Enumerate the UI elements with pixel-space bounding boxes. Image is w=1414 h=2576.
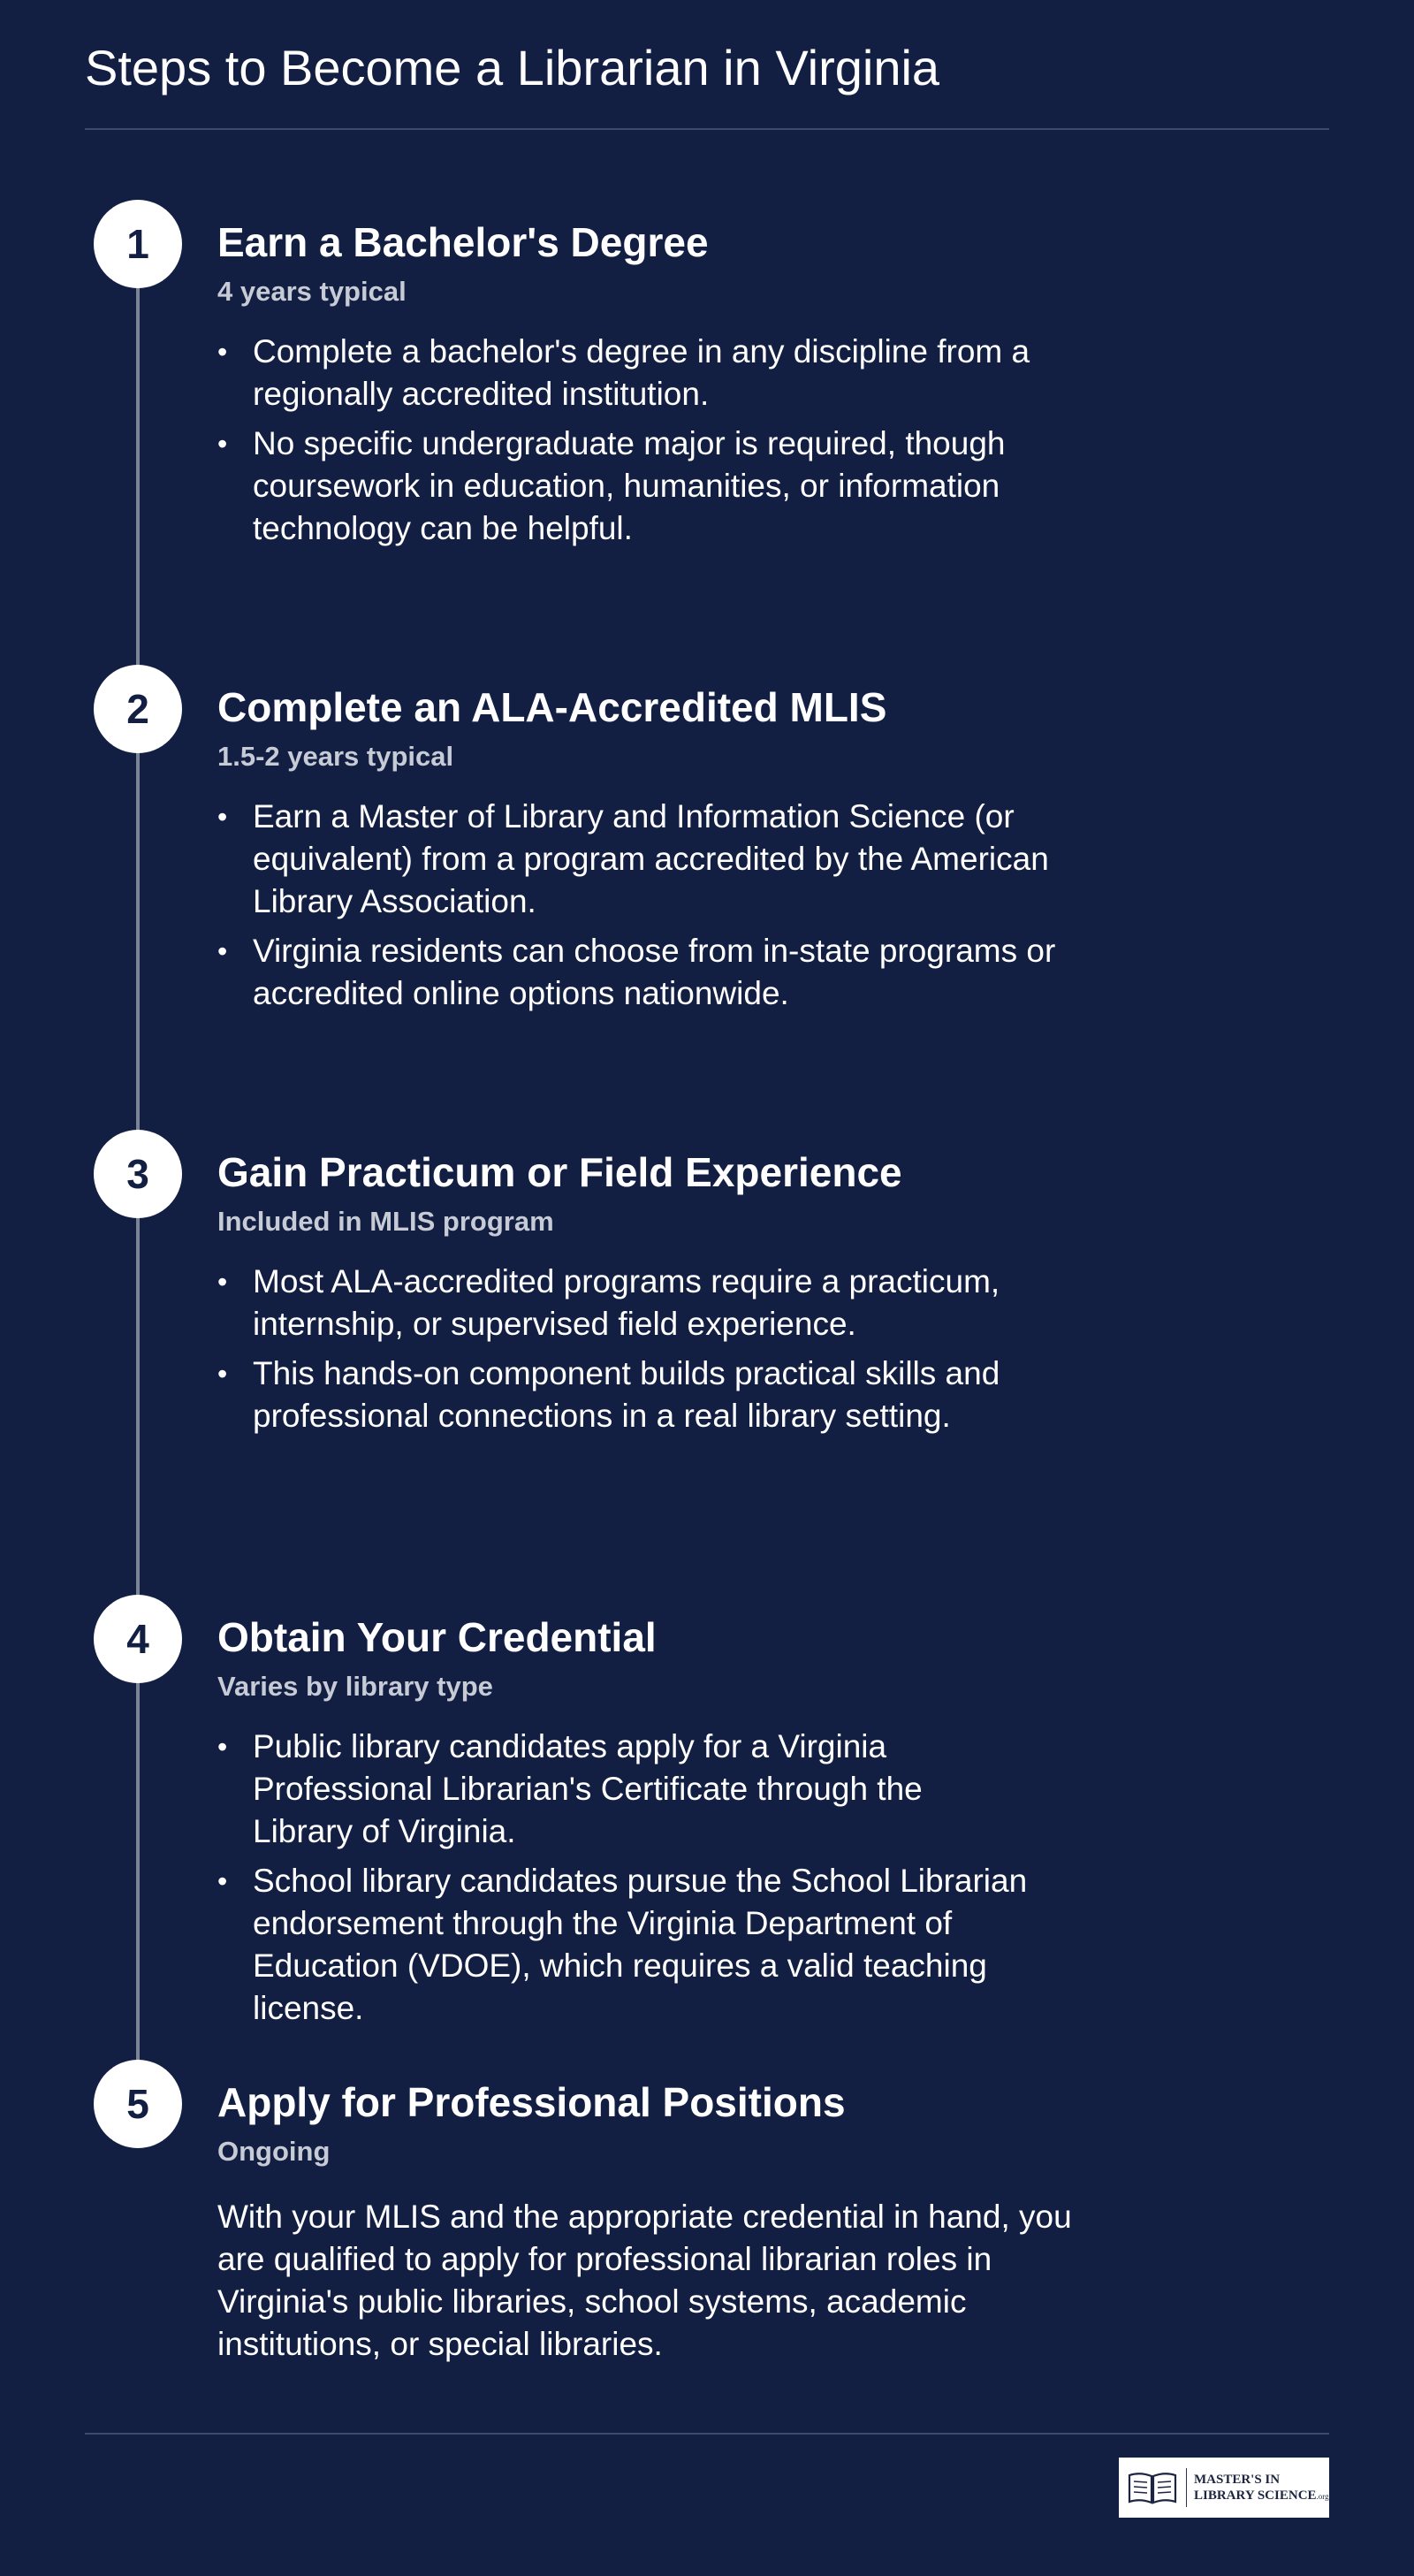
step-duration: Ongoing: [217, 2136, 331, 2167]
step-bullet: • Virginia residents can choose from in-state programs or accredited online options nationwide.: [217, 930, 1101, 1015]
step-bullet: • Public library candidates apply for a Virginia Professional Librarian's Certificate through the Library of Virginia.: [217, 1726, 1030, 1853]
step-bullet-list: [217, 1726, 1030, 2037]
step-duration: Included in MLIS program: [217, 1206, 554, 1237]
logo-suffix: .org: [1316, 2491, 1329, 2501]
step-number-badge: 1: [94, 200, 182, 288]
step-number-badge: 4: [94, 1595, 182, 1683]
step-bullet: • This hands-on component builds practical skills and professional connections in a real library setting.: [217, 1353, 1101, 1437]
step-duration: 1.5-2 years typical: [217, 741, 454, 772]
step-bullet-list: [217, 796, 1101, 1022]
header-divider: [85, 128, 1329, 130]
footer-divider: [85, 2433, 1329, 2435]
step-bullet: • School library candidates pursue the School Librarian endorsement through the Virginia Department of Education (VDOE), which requires a valid teaching license.: [217, 1860, 1030, 2030]
logo-line-1: MASTER'S IN: [1194, 2472, 1281, 2487]
step-title: Complete an ALA-Accredited MLIS: [217, 684, 887, 730]
step-bullet: • No specific undergraduate major is required, though coursework in education, humanities, or information technology can be helpful.: [217, 423, 1101, 550]
step-number-badge: 2: [94, 665, 182, 753]
step-title: Obtain Your Credential: [217, 1614, 657, 1660]
step-duration: 4 years typical: [217, 276, 407, 307]
step-bullet: • Earn a Master of Library and Information Science (or equivalent) from a program accredited by the American Library Association.: [217, 796, 1101, 923]
step-duration: Varies by library type: [217, 1671, 493, 1702]
step-bullet: • Complete a bachelor's degree in any discipline from a regionally accredited institution.: [217, 331, 1101, 415]
step-title: Earn a Bachelor's Degree: [217, 219, 709, 265]
step-bullet-list: [217, 331, 1101, 557]
step-number-badge: 3: [94, 1130, 182, 1218]
site-logo: [1119, 2458, 1329, 2518]
logo-line-2: LIBRARY SCIENCE: [1194, 2488, 1317, 2503]
logo-wordmark: [1194, 2472, 1329, 2504]
step-description: With your MLIS and the appropriate credential in hand, you are qualified to apply for professional librarian roles in Virginia's public libraries, school systems, academic institutions, or special libraries.: [217, 2199, 1072, 2362]
step-bullet: • Most ALA-accredited programs require a practicum, internship, or supervised field experience.: [217, 1261, 1101, 1345]
page-title: Steps to Become a Librarian in Virginia: [85, 40, 940, 95]
logo-separator: [1186, 2468, 1187, 2507]
step-title: Gain Practicum or Field Experience: [217, 1149, 902, 1195]
open-book-icon: [1126, 2468, 1179, 2507]
step-bullet-list: [217, 1261, 1101, 1444]
step-title: Apply for Professional Positions: [217, 2079, 846, 2125]
step-number-badge: 5: [94, 2060, 182, 2148]
